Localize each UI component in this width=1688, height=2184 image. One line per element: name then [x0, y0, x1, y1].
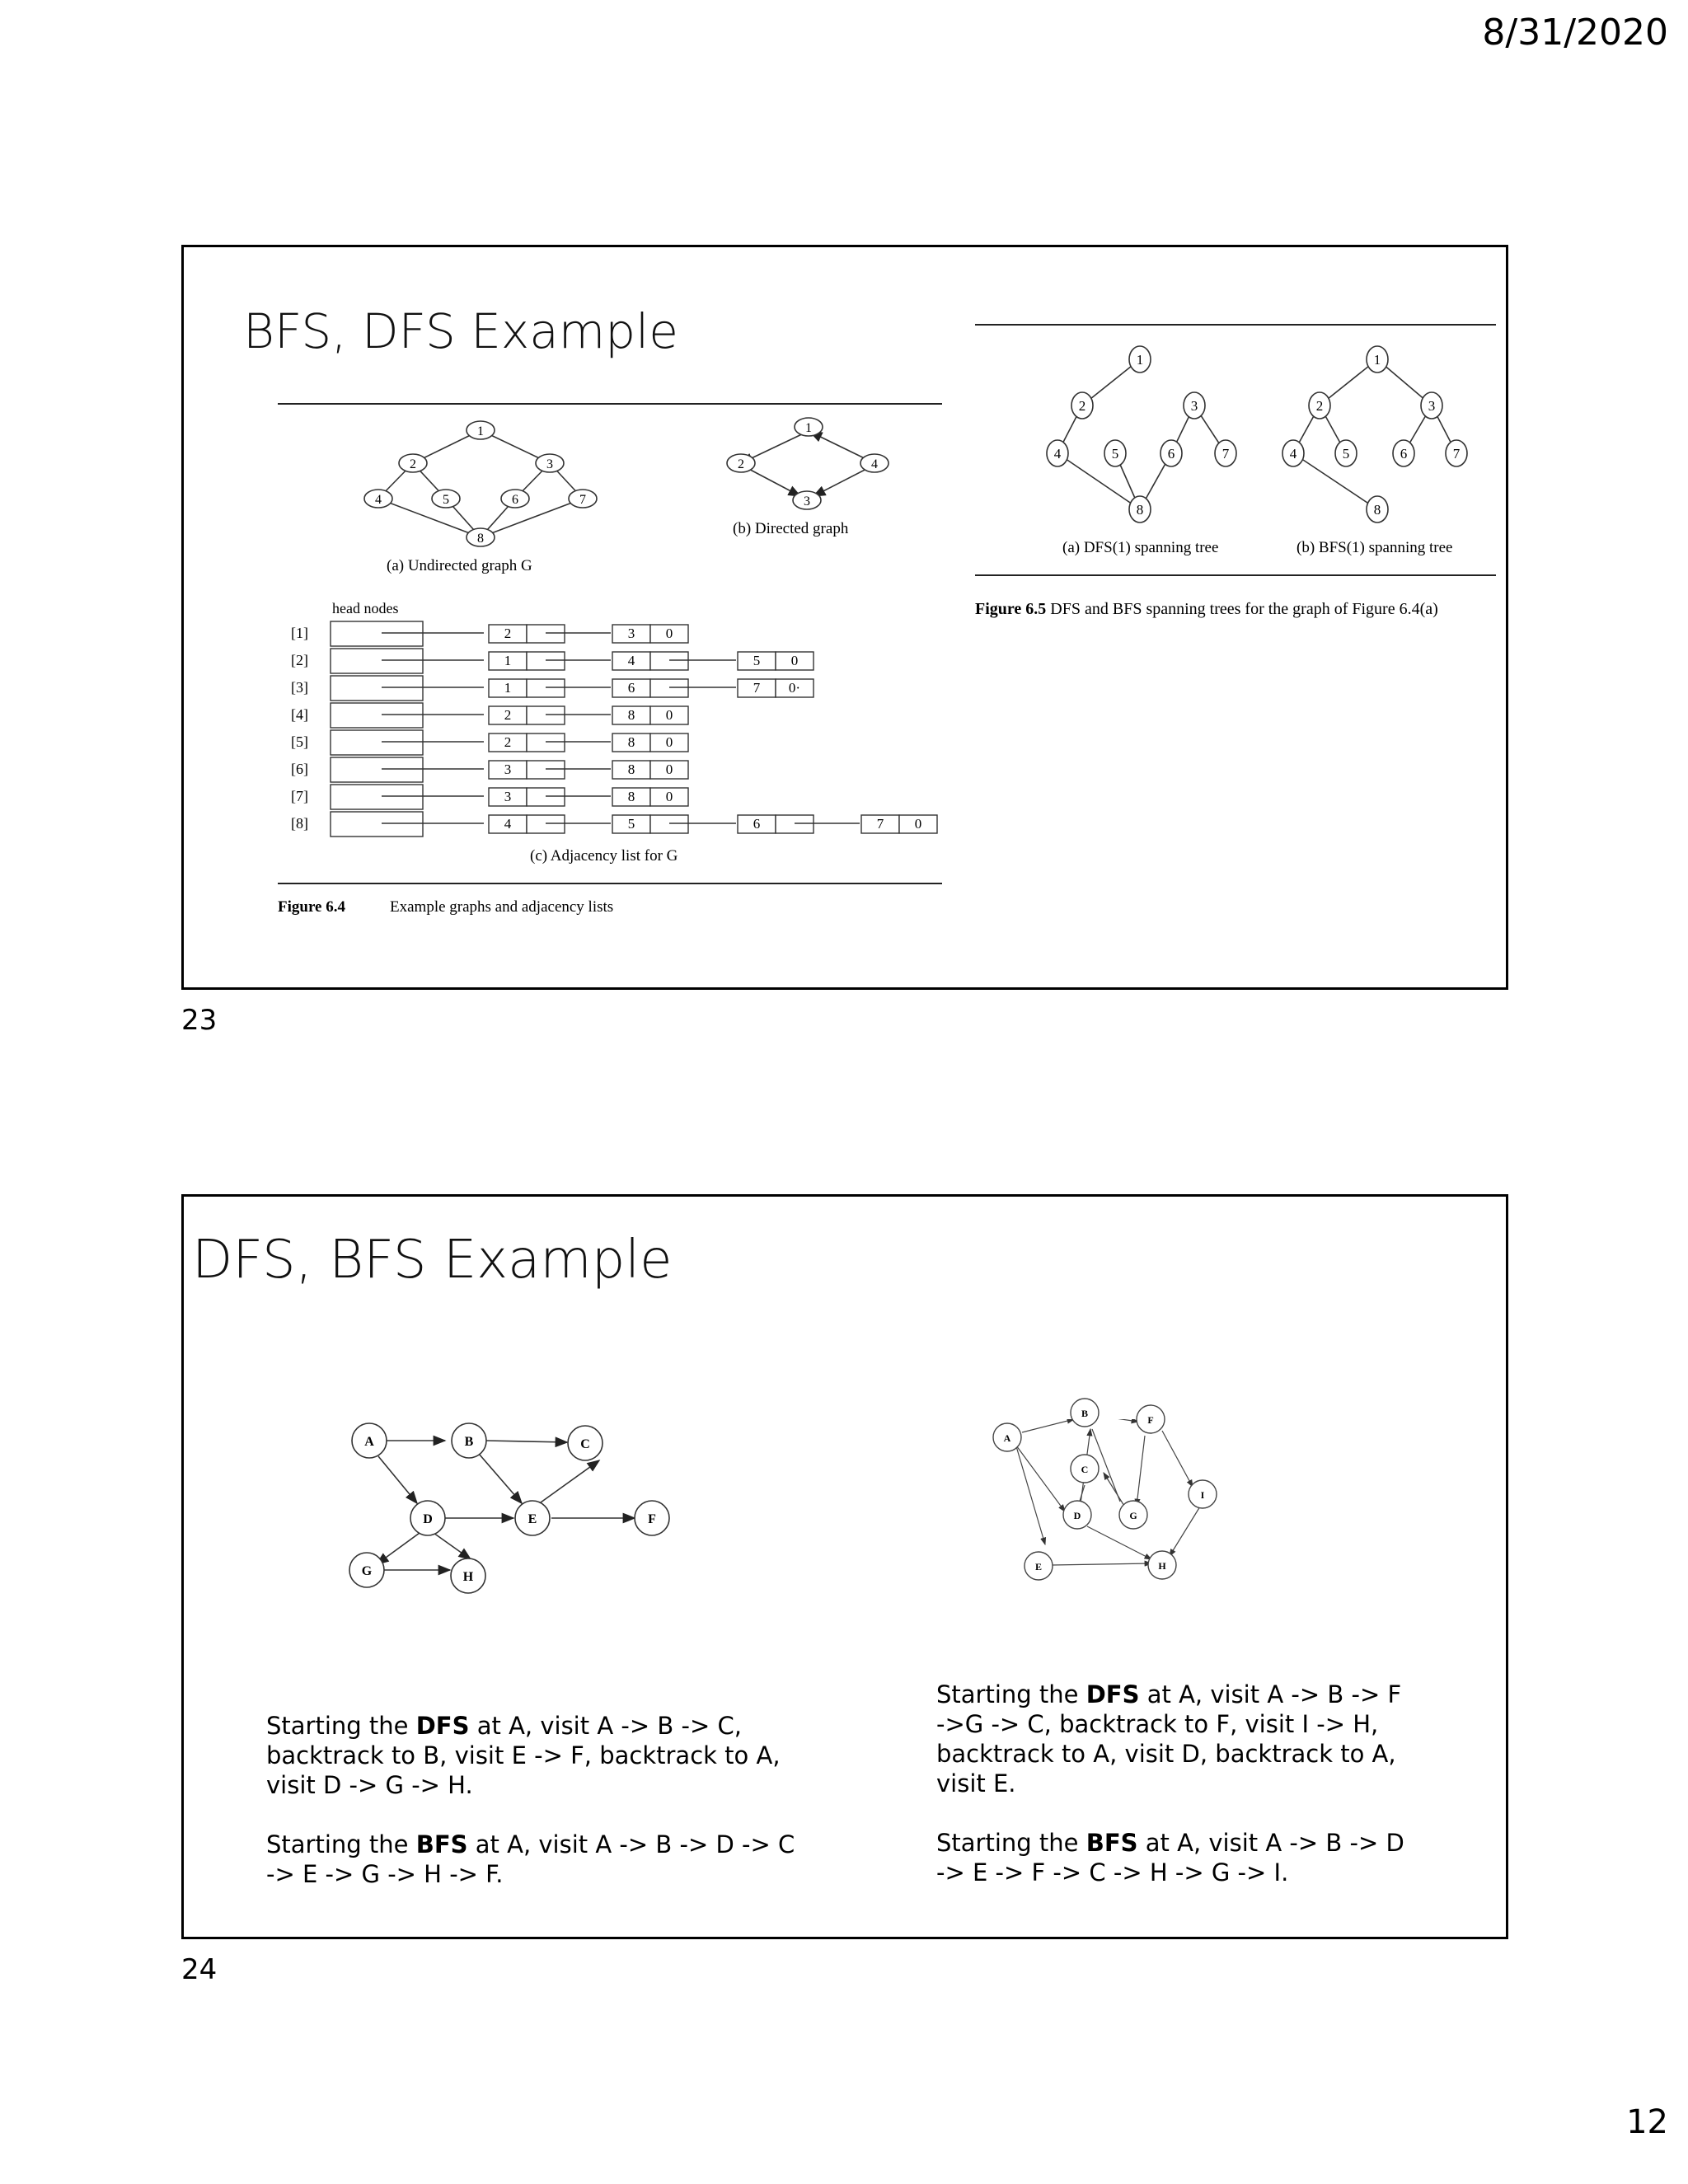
dfs-tree-edges [1057, 359, 1226, 509]
svg-text:F: F [1147, 1414, 1154, 1426]
text-run: visit E. [936, 1769, 1016, 1797]
text-run: Starting the [936, 1680, 1086, 1708]
list-node-value: 7 [753, 680, 761, 696]
graph-node [793, 491, 821, 509]
svg-text:8: 8 [1373, 502, 1381, 518]
svg-text:B: B [1081, 1408, 1089, 1419]
tree-node [1309, 392, 1330, 419]
right-explanation [936, 1680, 1480, 1887]
svg-text:6: 6 [1400, 446, 1408, 462]
graph-node [349, 1553, 384, 1587]
graph-node [635, 1501, 669, 1535]
text-run: Starting the [266, 1712, 416, 1740]
svg-text:E: E [528, 1512, 537, 1526]
graph-2 [959, 1419, 1470, 1658]
svg-text:A: A [364, 1435, 374, 1449]
svg-text:E: E [1034, 1561, 1043, 1572]
graph-2-top-nodes [959, 1378, 1470, 1444]
graph-node [410, 1501, 445, 1535]
caption-bfs-tree: (b) BFS(1) spanning tree [1296, 539, 1453, 556]
list-node-link [527, 788, 565, 806]
page-number: 12 [1626, 2103, 1668, 2141]
graph-node [536, 454, 564, 472]
graph-node [452, 1423, 486, 1458]
svg-text:A: A [1003, 1432, 1011, 1444]
graph-node [501, 490, 529, 508]
left-explanation [266, 1711, 860, 1889]
list-node-link [776, 815, 814, 833]
list-node-next: 0 [665, 789, 673, 804]
svg-text:5: 5 [1111, 446, 1119, 462]
caption-directed: (b) Directed graph [733, 520, 849, 537]
date-header: 8/31/2020 [1482, 12, 1668, 54]
text-run: Starting the [266, 1830, 416, 1858]
row-label: [5] [291, 733, 308, 750]
graph-node [860, 454, 889, 472]
svg-text:C: C [580, 1437, 590, 1451]
figure-6-5 [975, 313, 1503, 593]
svg-text:H: H [462, 1570, 474, 1584]
svg-text:4: 4 [1053, 446, 1062, 462]
text-run: at A, visit A -> B -> D -> C [467, 1830, 795, 1858]
list-node-next: 0 [914, 816, 922, 832]
head-node-cell [331, 703, 423, 728]
slide-title: BFS, DFS Example [243, 303, 678, 359]
list-node-value: 6 [627, 680, 635, 696]
dfs-keyword: DFS [415, 1712, 470, 1740]
svg-text:F: F [648, 1512, 656, 1526]
dfs-tree-nodes [1047, 346, 1236, 523]
undirected-graph-edges [378, 430, 583, 537]
list-node-next: 0· [788, 680, 801, 696]
svg-text:8: 8 [1136, 502, 1144, 518]
svg-text:6: 6 [1167, 446, 1175, 462]
svg-text:5: 5 [1342, 446, 1350, 462]
svg-text:G: G [1129, 1510, 1137, 1521]
figure-6-4-label: Figure 6.4 [278, 898, 345, 916]
svg-text:1: 1 [477, 424, 484, 438]
row-label: [3] [291, 679, 308, 696]
svg-text:D: D [423, 1512, 433, 1526]
svg-text:4: 4 [375, 493, 382, 507]
slide-title: DFS, BFS Example [192, 1230, 673, 1291]
list-node-value: 1 [504, 653, 512, 668]
tree-node [1393, 440, 1414, 466]
graph-node [1148, 1551, 1176, 1579]
tree-node [1367, 496, 1388, 523]
row-label: [4] [291, 706, 308, 723]
right-dfs-paragraph [936, 1680, 1480, 1798]
list-node-value: 8 [627, 734, 635, 750]
graph-node [1071, 1455, 1099, 1483]
svg-text:6: 6 [512, 493, 518, 507]
figure-6-5-text: DFS and BFS spanning trees for the graph of Figure 6.4(a) [1050, 600, 1438, 618]
list-node-link [650, 652, 688, 670]
row-label: [8] [291, 815, 308, 832]
svg-text:2: 2 [738, 457, 744, 471]
svg-text:8: 8 [477, 532, 484, 546]
svg-text:3: 3 [804, 494, 810, 509]
text-run: Starting the [936, 1829, 1086, 1857]
graph-node [727, 454, 755, 472]
left-bfs-paragraph [266, 1830, 860, 1889]
tree-node [1047, 440, 1068, 466]
list-node-value: 8 [627, 762, 635, 777]
text-run: ->G -> C, backtrack to F, visit I -> H, [936, 1710, 1379, 1738]
tree-node [1446, 440, 1467, 466]
graph-node [1071, 1399, 1099, 1427]
graph-node [568, 1426, 603, 1460]
graph-node [467, 421, 495, 439]
bfs-keyword: BFS [1085, 1829, 1138, 1857]
list-node-value: 6 [753, 816, 761, 832]
tree-node [1104, 440, 1126, 466]
text-run: at A, visit A -> B -> D [1137, 1829, 1404, 1857]
list-node-link [650, 679, 688, 697]
svg-text:2: 2 [1078, 398, 1086, 414]
list-node-next: 0 [665, 762, 673, 777]
svg-text:I: I [1200, 1489, 1205, 1501]
list-node-value: 8 [627, 789, 635, 804]
svg-text:5: 5 [443, 493, 449, 507]
graph-node [569, 490, 597, 508]
tree-node [1071, 392, 1093, 419]
list-node-link [527, 733, 565, 752]
directed-graph-edges [741, 432, 874, 496]
slide-number-24: 24 [181, 1953, 218, 1986]
list-node-link [527, 679, 565, 697]
list-node-value: 3 [627, 626, 635, 641]
svg-text:G: G [361, 1564, 373, 1578]
text-run: backtrack to B, visit E -> F, backtrack to A, [266, 1741, 781, 1769]
caption-dfs-tree: (a) DFS(1) spanning tree [1062, 539, 1219, 556]
graph-node [1137, 1405, 1165, 1433]
directed-graph-nodes [727, 418, 889, 509]
svg-text:D: D [1073, 1510, 1081, 1521]
svg-text:3: 3 [546, 457, 553, 471]
list-node-value: 5 [753, 653, 761, 668]
svg-text:2: 2 [1315, 398, 1324, 414]
list-node-value: 2 [504, 734, 512, 750]
figure-6-4-text: Example graphs and adjacency lists [390, 898, 614, 916]
svg-text:3: 3 [1428, 398, 1436, 414]
svg-text:1: 1 [1136, 352, 1144, 368]
figure-6-5-label: Figure 6.5 [975, 600, 1047, 618]
svg-text:1: 1 [1373, 352, 1381, 368]
graph-node [467, 528, 495, 546]
figure-6-5-caption [975, 600, 1438, 619]
graph-node [399, 454, 427, 472]
svg-text:7: 7 [1452, 446, 1461, 462]
row-label: [6] [291, 761, 308, 777]
list-node-value: 4 [627, 653, 635, 668]
graph-1 [299, 1419, 761, 1691]
svg-text:1: 1 [805, 421, 812, 435]
list-node-value: 2 [504, 707, 512, 723]
tree-node [1215, 440, 1236, 466]
list-node-value: 4 [504, 816, 512, 832]
slide-24 [181, 1194, 1508, 1939]
head-node-cell [331, 730, 423, 755]
list-node-value: 7 [876, 816, 884, 832]
head-node-cell [331, 676, 423, 701]
list-node-value: 3 [504, 789, 512, 804]
svg-text:H: H [1158, 1560, 1166, 1572]
row-label: [2] [291, 652, 308, 668]
graph-1-nodes [349, 1423, 669, 1593]
text-run: visit D -> G -> H. [266, 1771, 473, 1799]
right-bfs-paragraph [936, 1828, 1480, 1887]
graph-node [795, 418, 823, 436]
text-run: at A, visit A -> B -> F [1139, 1680, 1402, 1708]
head-nodes-label: head nodes [332, 600, 399, 616]
bfs-tree-edges [1293, 359, 1456, 509]
svg-text:7: 7 [579, 493, 586, 507]
svg-text:4: 4 [1289, 446, 1297, 462]
list-node-value: 2 [504, 626, 512, 641]
tree-node [1129, 346, 1151, 373]
svg-text:B: B [464, 1435, 474, 1449]
slide-number-23: 23 [181, 1004, 218, 1037]
list-node-next: 0 [790, 653, 799, 668]
text-run: -> E -> F -> C -> H -> G -> I. [936, 1858, 1289, 1886]
svg-text:7: 7 [1221, 446, 1230, 462]
row-label: [1] [291, 625, 308, 641]
tree-node [1367, 346, 1388, 373]
svg-text:2: 2 [410, 457, 416, 471]
list-node-link [527, 652, 565, 670]
list-node-link [527, 761, 565, 779]
list-node-next: 0 [665, 707, 673, 723]
list-node-link [650, 815, 688, 833]
text-run: -> E -> G -> H -> F. [266, 1860, 504, 1888]
list-node-link [527, 815, 565, 833]
svg-text:C: C [1081, 1464, 1089, 1475]
svg-text:3: 3 [1190, 398, 1198, 414]
list-node-value: 1 [504, 680, 512, 696]
tree-node [1129, 496, 1151, 523]
head-node-cell [331, 621, 423, 646]
row-label: [7] [291, 788, 308, 804]
graph-node [515, 1501, 550, 1535]
text-run: at A, visit A -> B -> C, [469, 1712, 742, 1740]
dfs-keyword: DFS [1085, 1680, 1140, 1708]
adjacency-list [291, 621, 937, 837]
graph-node [1189, 1480, 1217, 1508]
head-node-cell [331, 649, 423, 673]
graph-node [432, 490, 460, 508]
graph-node [1119, 1501, 1147, 1529]
caption-adjacency: (c) Adjacency list for G [530, 847, 678, 865]
list-node-link [527, 625, 565, 643]
svg-text:4: 4 [871, 457, 878, 471]
list-node-value: 8 [627, 707, 635, 723]
list-node-link [527, 706, 565, 724]
list-node-next: 0 [665, 626, 673, 641]
bfs-keyword: BFS [415, 1830, 468, 1858]
tree-node [1421, 392, 1442, 419]
graph-node [364, 490, 392, 508]
tree-node [1282, 440, 1304, 466]
slide-23 [181, 245, 1508, 990]
tree-node [1335, 440, 1357, 466]
graph-node [352, 1423, 387, 1458]
list-node-value: 3 [504, 762, 512, 777]
head-node-cell [331, 785, 423, 809]
tree-node [1184, 392, 1205, 419]
head-node-cell [331, 812, 423, 837]
undirected-graph-nodes [364, 421, 597, 546]
bfs-tree-nodes [1282, 346, 1467, 523]
head-node-cell [331, 757, 423, 782]
graph-2-nodes [993, 1423, 1217, 1580]
list-node-value: 5 [627, 816, 635, 832]
text-run: backtrack to A, visit D, backtrack to A, [936, 1740, 1396, 1768]
graph-node [1063, 1501, 1091, 1529]
list-node-next: 0 [665, 734, 673, 750]
graph-node [451, 1558, 485, 1593]
tree-node [1160, 440, 1182, 466]
caption-undirected: (a) Undirected graph G [387, 557, 532, 574]
graph-node [1025, 1552, 1053, 1580]
left-dfs-paragraph [266, 1711, 860, 1800]
